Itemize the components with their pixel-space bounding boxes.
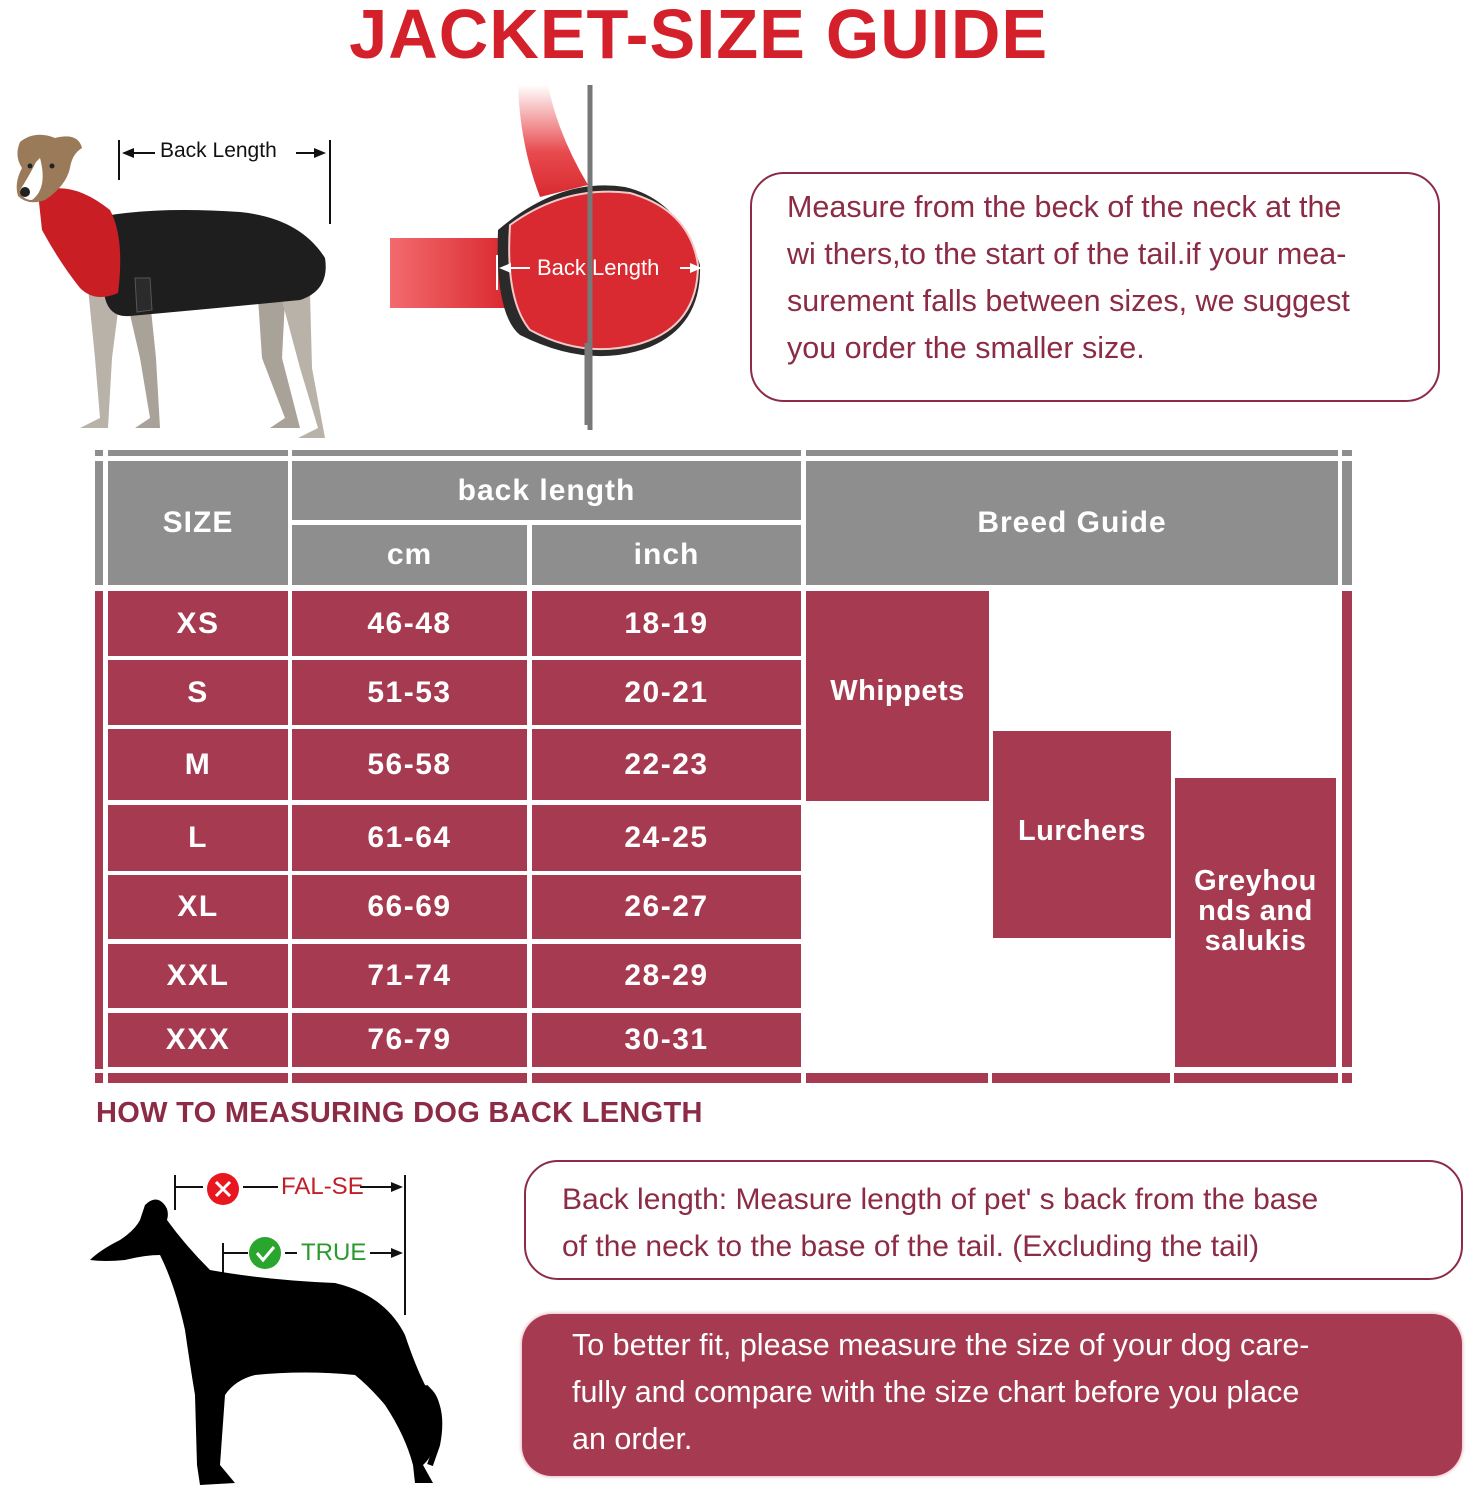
table-edge xyxy=(1342,591,1352,1067)
check-circle-icon xyxy=(249,1237,281,1269)
table-edge xyxy=(108,1073,288,1083)
cm-cell: 61-64 xyxy=(292,805,527,871)
back-length-definition-box xyxy=(524,1160,1463,1280)
header-inch: inch xyxy=(532,525,801,585)
cm-cell: 56-58 xyxy=(292,729,527,800)
greyhound-silhouette-icon xyxy=(85,1165,525,1500)
inch-cell: 18-19 xyxy=(532,591,801,656)
size-cell: XL xyxy=(108,875,288,939)
cm-cell: 76-79 xyxy=(292,1013,527,1067)
size-cell: L xyxy=(108,805,288,871)
info-line: wi thers,to the start of the tail.if your mea- xyxy=(787,237,1347,271)
size-table xyxy=(95,450,1353,1084)
back-length-label: Back Length xyxy=(160,139,277,162)
cm-cell: 66-69 xyxy=(292,875,527,939)
size-cell: M xyxy=(108,729,288,800)
header-size: SIZE xyxy=(108,461,288,585)
table-edge xyxy=(1342,1073,1352,1083)
inch-cell: 22-23 xyxy=(532,729,801,800)
false-label: FAL-SE xyxy=(281,1173,364,1200)
header-back-length: back length xyxy=(292,461,801,520)
header-cm: cm xyxy=(292,525,527,585)
info-line: an order. xyxy=(572,1422,693,1456)
breed-lurchers: Lurchers xyxy=(993,731,1171,938)
inch-cell: 30-31 xyxy=(532,1013,801,1067)
info-line: To better fit, please measure the size of your dog care- xyxy=(572,1328,1310,1362)
inch-cell: 28-29 xyxy=(532,944,801,1008)
table-edge xyxy=(806,1073,988,1083)
info-line: fully and compare with the size chart before you place xyxy=(572,1375,1300,1409)
table-edge xyxy=(532,1073,801,1083)
inch-cell: 26-27 xyxy=(532,875,801,939)
table-edge xyxy=(292,1073,527,1083)
table-edge xyxy=(95,450,103,456)
info-line: Measure from the beck of the neck at the xyxy=(787,190,1342,224)
header-breed-guide: Breed Guide xyxy=(806,461,1338,585)
info-line: of the neck to the base of the tail. (Excluding the tail) xyxy=(562,1230,1260,1263)
dog-jacket-photo xyxy=(0,128,340,448)
breed-whippets: Whippets xyxy=(806,591,989,801)
table-edge xyxy=(95,591,103,1069)
table-edge xyxy=(95,1073,103,1083)
size-cell: XXX xyxy=(108,1013,288,1067)
jacket-flat-photo xyxy=(380,85,720,430)
size-cell: S xyxy=(108,660,288,725)
table-edge xyxy=(292,450,801,456)
howto-heading: HOW TO MEASURING DOG BACK LENGTH xyxy=(96,1097,703,1129)
table-edge xyxy=(806,450,1338,456)
breed-name-line: salukis xyxy=(1204,925,1307,957)
table-edge xyxy=(1342,450,1352,456)
cm-cell: 51-53 xyxy=(292,660,527,725)
info-line: surement falls between sizes, we suggest xyxy=(787,284,1350,318)
measure-instructions-box xyxy=(750,172,1440,402)
inch-cell: 20-21 xyxy=(532,660,801,725)
info-line: Back length: Measure length of pet' s back from the base xyxy=(562,1183,1319,1216)
size-cell: XS xyxy=(108,591,288,656)
whippet-in-jacket-illustration xyxy=(0,128,340,448)
breed-greyhounds-salukis xyxy=(1175,778,1336,1067)
cm-cell: 46-48 xyxy=(292,591,527,656)
info-line: you order the smaller size. xyxy=(787,331,1145,365)
breed-name-line: nds and xyxy=(1198,895,1313,927)
page-title: JACKET-SIZE GUIDE xyxy=(349,0,1048,73)
dog-silhouette-diagram xyxy=(85,1165,525,1500)
size-cell: XXL xyxy=(108,944,288,1008)
table-edge xyxy=(108,450,288,456)
table-edge xyxy=(1342,461,1352,585)
true-label: TRUE xyxy=(301,1239,367,1266)
fit-advice-box xyxy=(522,1314,1462,1476)
table-edge xyxy=(95,461,103,585)
table-edge xyxy=(992,1073,1170,1083)
jacket-back-length-label: Back Length xyxy=(537,255,660,280)
cm-cell: 71-74 xyxy=(292,944,527,1008)
inch-cell: 24-25 xyxy=(532,805,801,871)
breed-name-line: Greyhou xyxy=(1194,865,1317,897)
table-edge xyxy=(1174,1073,1338,1083)
